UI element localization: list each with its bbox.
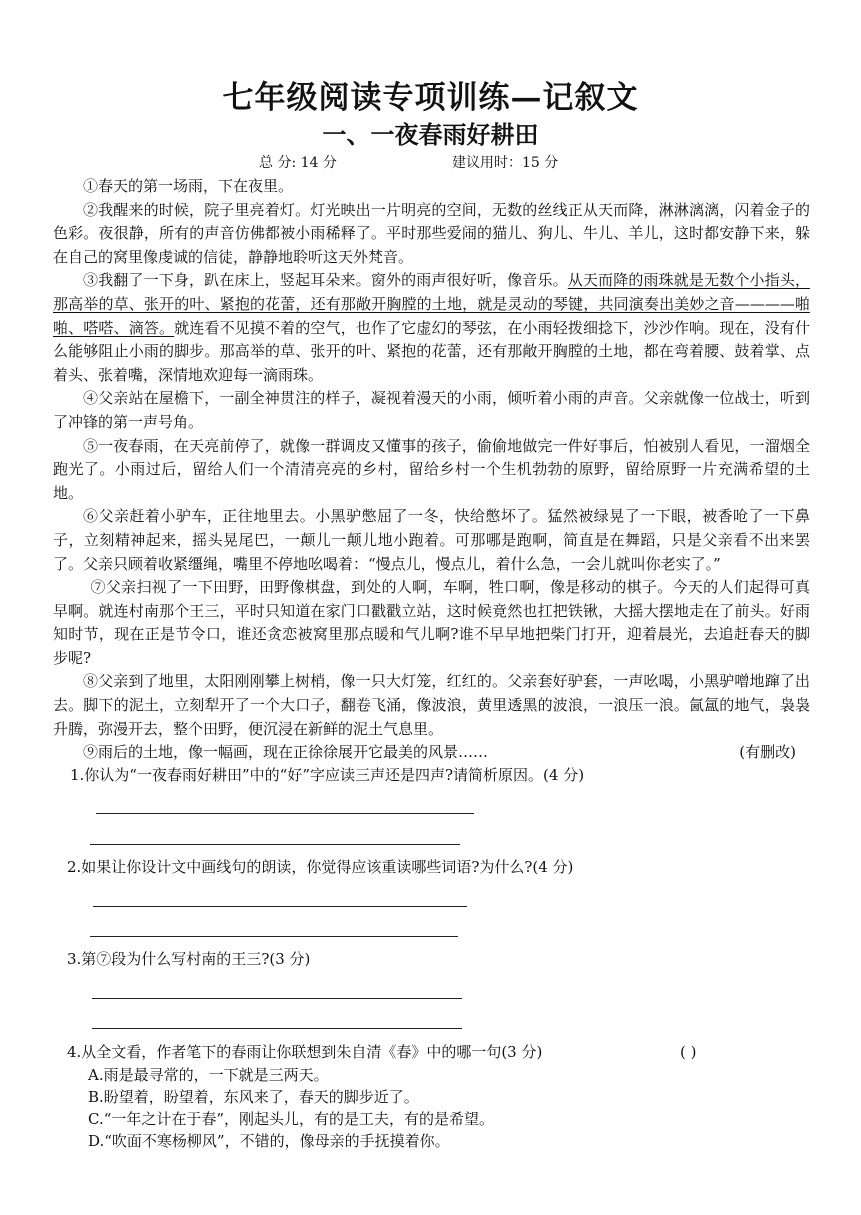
option-c[interactable]: C.“一年之计在于春”，刚起头儿，有的是工夫，有的是希望。 [88,1110,495,1128]
paragraph-4: ④父亲站在屋檐下，一副全神贯注的样子，凝视着漫天的小雨，倾听着小雨的声音。父亲就像一位战士，听到了冲锋的第一声号角。 [53,389,810,431]
paragraph-9 [53,741,810,765]
paragraph-3-rest: 就连看不见摸不着的空气，也作了它虚幻的琴弦，在小雨轻拨细捻下，沙沙作响。现在，没有什么能够阻止小雨的脚步。那高举的草、张开的叶、紧抱的花蕾，还有那敞开胸膛的土地，都在弯着腰、鼓着掌、点着头、张着嘴，深情地欢迎每一滴雨珠。 [53,318,810,384]
answer-line[interactable] [92,1028,462,1029]
paragraph-1: ①春天的第一场雨，下在夜里。 [83,177,294,195]
question-4-text: 4.从全文看，作者笔下的春雨让你联想到朱自清《春》中的哪一句(3 分) [67,1043,543,1061]
question-3-text: 3.第⑦段为什么写村南的王三?(3 分) [67,950,311,968]
answer-line[interactable] [90,936,458,937]
answer-blank[interactable]: ( ) [680,1043,697,1061]
paragraph-2: ②我醒来的时候，院子里亮着灯。灯光映出一片明亮的空间，无数的丝线正从天而降，淋淋漓漓，闪着金子的色彩。夜很静，所有的声音仿佛都被小雨稀释了。平时那些爱闹的猫儿、狗儿、牛儿、羊儿，这时都安静下来，躲在自己的窝里像虔诚的信徒，静静地聆听这天外梵音。 [53,200,810,266]
option-b[interactable]: B.盼望着，盼望着，东风来了，春天的脚步近了。 [88,1088,419,1106]
option-a[interactable]: A.雨是最寻常的，一下就是三两天。 [88,1066,329,1084]
answer-line[interactable] [93,906,467,907]
paragraph-3-intro: ③我翻了一下身，趴在床上，竖起耳朵来。窗外的雨声很好听，像音乐。 [83,271,568,290]
suggested-time: 建议用时：15 分 [452,155,559,171]
passage-title: 一、一夜春雨好耕田 [322,120,539,149]
paragraph-7: ⑦父亲扫视了一下田野，田野像棋盘，到处的人啊，车啊，牲口啊，像是移动的棋子。今天的人们起得可真早啊。就连村南那个王三，平时只知道在家门口戳戳立站，这时候竟然也扛把铁锹，大摇大摆地走在了前头。好雨知时节，现在正是节令口，谁还贪恋被窝里那点暖和气儿啊?谁不早早地把柴门打开，迎着晨光，去追赶春天的脚步呢? [53,578,810,667]
paragraph-6: ⑥父亲赶着小驴车，正往地里去。小黑驴憋屈了一冬，快给憋坏了。猛然被绿晃了一下眼，被香呛了一下鼻子，立刻精神起来，摇头晃尾巴，一颠儿一颠儿地小跑着。可那哪是跑啊，简直是在舞蹈，只是父亲看不出来罢了。父亲只顾着收紧缰绳，嘴里不停地吆喝着：“慢点儿，慢点儿，着什么急，一会儿就叫你老实了。” [53,507,810,573]
answer-line[interactable] [96,813,474,814]
question-2-text: 2.如果让你设计文中画线句的朗读，你觉得应该重读哪些词语?为什么?(4 分) [67,858,574,876]
answer-line[interactable] [92,998,462,999]
reading-passage [53,175,810,765]
abridged-note: (有删改) [739,743,796,762]
paragraph-5: ⑤一夜春雨，在天亮前停了，就像一群调皮又懂事的孩子，偷偷地做完一件好事后，怕被别人看见，一溜烟全跑光了。小雨过后，留给人们一个清清亮亮的乡村，留给乡村一个生机勃勃的原野，留给原野一片充满希望的土地。 [53,436,810,502]
total-score: 总 分: 14 分 [259,155,337,171]
paragraph-8: ⑧父亲到了地里，太阳刚刚攀上树梢，像一只大灯笼，红红的。父亲套好驴套，一声吆喝，小黑驴噌地蹿了出去。脚下的泥土，立刻犁开了一个大口子，翻卷飞涌，像波浪，黄里透黑的波浪，一浪压一浪。氤氲的地气，袅袅升腾，弥漫开去，整个田野，便沉浸在新鲜的泥土气息里。 [53,672,810,738]
paragraph-3 [53,269,810,387]
paragraph-9-text: ⑨雨后的土地，像一幅画，现在正徐徐展开它最美的风景…… [83,743,489,762]
answer-line[interactable] [90,844,460,845]
question-1-text: 1.你认为“一夜春雨好耕田”中的“好”字应读三声还是四声?请简析原因。(4 分) [70,766,585,784]
underlined-sentence: 从天而降的雨珠就是无数个小指头，那高举的草、张开的叶、紧抱的花蕾，还有那敞开胸膛的土地，就是灵动的琴键，共同演奏出美妙之音————啪啪、嗒嗒、滴答。 [53,271,810,337]
option-d[interactable]: D.“吹面不寒杨柳风”，不错的，像母亲的手抚摸着你。 [88,1132,450,1150]
page-title: 七年级阅读专项训练—记叙文 [222,80,639,116]
